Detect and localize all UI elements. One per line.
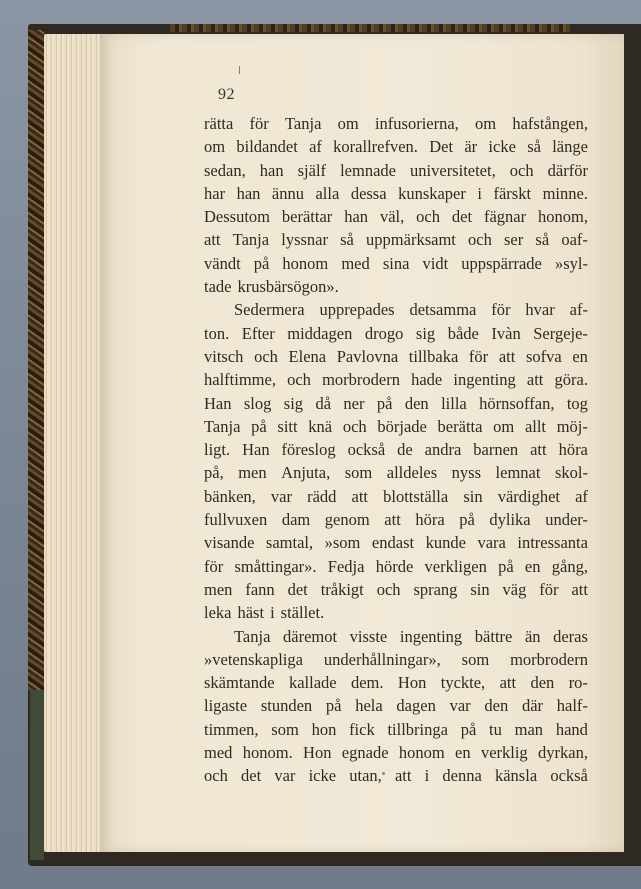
word: var — [274, 766, 296, 786]
text-line — [204, 182, 588, 205]
word: Anjuta, — [281, 463, 331, 483]
word: genom — [324, 510, 370, 530]
text-line — [204, 205, 588, 228]
word: göra. — [554, 370, 588, 390]
word: Fedja — [327, 556, 365, 576]
word: med — [341, 253, 370, 273]
text-line — [204, 345, 588, 368]
word: höra — [415, 510, 445, 530]
word: så — [527, 137, 541, 157]
word: Hon — [303, 743, 332, 763]
word: samtal, — [265, 533, 314, 553]
word: stället. — [280, 603, 325, 623]
word: för — [491, 300, 511, 320]
word: så — [340, 230, 354, 250]
word: sina — [382, 253, 410, 273]
word: gång, — [551, 556, 588, 576]
word: och — [342, 416, 367, 436]
word: bättre — [474, 626, 513, 646]
text-line — [204, 228, 588, 251]
word: Sergeje- — [533, 323, 588, 343]
word: morbrodern — [322, 370, 400, 390]
stray-mark — [239, 66, 240, 74]
word: korallrefven. — [333, 137, 418, 157]
word: en — [572, 346, 588, 366]
word: har — [204, 183, 226, 203]
word: half- — [556, 696, 588, 716]
word: honom — [398, 743, 445, 763]
word: bildandet — [236, 137, 298, 157]
word: den — [530, 673, 555, 693]
word: och — [287, 370, 311, 390]
word: länge — [552, 137, 588, 157]
word: tillbaka — [408, 346, 459, 366]
word: var — [270, 486, 292, 506]
word: under- — [545, 510, 588, 530]
word: hafstången, — [512, 114, 588, 133]
word: och — [204, 766, 228, 786]
word: sedan, — [204, 160, 246, 180]
word: för — [204, 556, 224, 576]
word: värdighet — [497, 486, 560, 506]
cover-marbled-top-edge — [170, 24, 570, 32]
text-line — [204, 764, 588, 787]
word: deras — [553, 626, 588, 646]
word: han — [236, 183, 261, 203]
word: ser — [504, 230, 524, 250]
word: tillbringa — [387, 719, 448, 739]
word: Tanja — [285, 114, 322, 133]
word: dylika — [489, 510, 531, 530]
word: vändt — [204, 253, 241, 273]
word: lemnade — [340, 160, 396, 180]
word: att — [351, 486, 369, 506]
word: det — [451, 207, 473, 227]
word: väg — [502, 579, 527, 599]
word: Han — [204, 393, 232, 413]
word: fick — [349, 719, 375, 739]
word: att — [394, 766, 412, 786]
text-line — [204, 741, 588, 764]
word: Tanja — [204, 416, 241, 436]
word: »som — [324, 533, 361, 553]
word: hand — [555, 719, 588, 739]
text-line — [204, 322, 588, 345]
word: men — [238, 463, 267, 483]
body-text — [204, 112, 588, 788]
word: icke — [308, 766, 337, 786]
word: dessa — [350, 183, 387, 203]
text-line — [204, 415, 588, 438]
word: hörnsoffan, — [479, 393, 555, 413]
word: dyrkan, — [538, 743, 588, 763]
word: de — [397, 440, 413, 460]
word: att — [498, 346, 516, 366]
word: intressanta — [517, 533, 588, 553]
word: ro- — [568, 673, 588, 693]
word: då — [315, 393, 332, 413]
word: på — [253, 253, 270, 273]
word: dagen — [396, 696, 436, 716]
text-line — [204, 438, 588, 461]
word: fann — [245, 579, 275, 599]
text-line — [204, 718, 588, 741]
word: oaf- — [561, 230, 588, 250]
word: ligaste — [204, 696, 248, 716]
word: vidt — [422, 253, 449, 273]
word: rätta — [204, 114, 234, 133]
word: som — [271, 719, 299, 739]
word: både — [447, 323, 479, 343]
word: skämtande — [204, 673, 275, 693]
word: blottställa — [383, 486, 449, 506]
word: och — [376, 579, 401, 599]
word: på — [459, 510, 475, 530]
word: sprang — [413, 579, 458, 599]
word: för — [468, 346, 489, 366]
text-line — [204, 485, 588, 508]
word: han — [344, 207, 369, 227]
word: föreslog — [281, 440, 336, 460]
text-line — [204, 298, 588, 321]
word: alldeles — [386, 463, 438, 483]
word: af — [575, 486, 588, 506]
word: stunden — [260, 696, 313, 716]
word: Efter — [241, 323, 275, 343]
word: och — [416, 207, 440, 227]
word: ligt. — [204, 440, 231, 460]
text-line — [204, 252, 588, 275]
word: infusorierna, — [374, 114, 459, 133]
word: själf — [297, 160, 327, 180]
word: tråkigt — [320, 579, 364, 599]
word: sin — [470, 579, 490, 599]
word: också — [550, 766, 588, 786]
text-line — [204, 531, 588, 554]
word: honom — [282, 253, 329, 273]
word: af — [309, 137, 322, 157]
word: höra — [558, 440, 588, 460]
word: fullvuxen — [204, 510, 268, 530]
word: rädd — [307, 486, 337, 506]
word: andra — [424, 440, 462, 460]
word: ton. — [204, 323, 230, 343]
word: bänken, — [204, 486, 256, 506]
text-line — [204, 555, 588, 578]
word: är — [464, 137, 478, 157]
word: i — [477, 183, 482, 203]
word: så — [535, 230, 550, 250]
word: hvar — [525, 300, 555, 320]
word: häst — [237, 603, 265, 623]
word: Dessutom — [204, 207, 270, 227]
word: visande — [204, 533, 255, 553]
word: känsla — [494, 766, 538, 786]
word: Tanja — [232, 230, 270, 250]
word: om — [337, 114, 359, 133]
word: uppmärksamt — [366, 230, 456, 250]
word: hade — [411, 370, 443, 390]
word: berättar — [281, 207, 333, 227]
word: »vetenskapliga — [204, 649, 303, 669]
word: och — [468, 230, 492, 250]
word: väl, — [379, 207, 405, 227]
word: sig — [283, 393, 304, 413]
word: småttingar». — [234, 556, 317, 576]
word: därför — [547, 160, 588, 180]
word: berätta — [437, 416, 483, 436]
word: lilla — [441, 393, 467, 413]
word: icke — [488, 137, 516, 157]
word: tyckte, — [440, 673, 486, 693]
word: alla — [315, 183, 340, 203]
word: att — [384, 510, 401, 530]
word: på — [251, 416, 267, 436]
word: hörde — [375, 556, 414, 576]
word: och — [509, 160, 534, 180]
word: dam — [281, 510, 311, 530]
word: på — [325, 696, 342, 716]
text-line — [204, 112, 588, 135]
word: hon — [311, 719, 337, 739]
word: och — [254, 346, 278, 366]
word: att — [204, 230, 221, 250]
word: minne. — [542, 183, 588, 203]
word: lyssnar — [281, 230, 328, 250]
word: möj- — [556, 416, 588, 436]
text-line — [204, 671, 588, 694]
word: ingenting — [453, 370, 516, 390]
cover-marbled-spine — [28, 30, 44, 690]
word: det — [241, 766, 262, 786]
text-line — [204, 648, 588, 671]
word: Elena — [288, 346, 327, 366]
word: tog — [566, 393, 588, 413]
text-line — [204, 601, 588, 624]
word: man — [514, 719, 544, 739]
word: kunde — [425, 533, 466, 553]
word: detsamma — [409, 300, 477, 320]
word: Han — [242, 440, 270, 460]
word: »syl- — [554, 253, 588, 273]
text-line — [204, 392, 588, 415]
word: upprepades — [319, 300, 395, 320]
word: men — [204, 579, 233, 599]
word: däremot — [283, 626, 338, 646]
word: Sedermera — [234, 300, 305, 320]
word: kunskaper — [398, 183, 466, 203]
word: färskt — [493, 183, 532, 203]
word: ännu — [271, 183, 304, 203]
word: verklig — [480, 743, 528, 763]
text-line — [204, 461, 588, 484]
word: honom, — [538, 207, 588, 227]
word: vitsch — [204, 346, 244, 366]
word: denna — [442, 766, 482, 786]
word: visste — [349, 626, 388, 646]
word: att — [526, 370, 544, 390]
word: om — [475, 114, 497, 133]
cover-cloth-band — [30, 690, 44, 860]
word: timmen, — [204, 719, 259, 739]
word: det — [287, 579, 308, 599]
word: var — [449, 696, 471, 716]
word: egnade — [341, 743, 389, 763]
word: skol- — [554, 463, 588, 483]
word: knä — [308, 416, 333, 436]
text-line — [204, 368, 588, 391]
text-line — [204, 159, 588, 182]
word: också — [347, 440, 386, 460]
ink-spot — [382, 772, 385, 775]
word: nyss — [451, 463, 482, 483]
word: tade — [204, 277, 232, 297]
word: ner — [343, 393, 365, 413]
word: middagen — [287, 323, 353, 343]
word: att — [499, 673, 517, 693]
word: Ivàn — [491, 323, 521, 343]
word: tu — [489, 719, 502, 739]
word: verkligen — [424, 556, 487, 576]
word: än — [524, 626, 541, 646]
word: att — [571, 579, 588, 599]
text-line — [204, 694, 588, 717]
word: Det — [429, 137, 454, 157]
text-line — [204, 275, 588, 298]
word: sig — [415, 323, 436, 343]
word: på — [460, 719, 477, 739]
word: hela — [355, 696, 383, 716]
word: morbrodern — [510, 649, 588, 669]
word: på, — [204, 463, 224, 483]
word: universitetet, — [410, 160, 496, 180]
word: där — [521, 696, 544, 716]
word: som — [461, 649, 490, 669]
text-line — [204, 625, 588, 648]
word: sofva — [525, 346, 562, 366]
word: han — [259, 160, 284, 180]
word: utan, — [349, 766, 382, 786]
word: i — [424, 766, 430, 786]
word: endast — [371, 533, 415, 553]
word: slog — [243, 393, 272, 413]
word: den — [404, 393, 429, 413]
word: för — [539, 579, 559, 599]
word: fägnar — [483, 207, 527, 227]
word: Pavlovna — [336, 346, 399, 366]
page-number: 92 — [218, 86, 235, 103]
word: underhållningar», — [323, 649, 441, 669]
word: att — [530, 440, 547, 460]
word: började — [377, 416, 427, 436]
word: en — [524, 556, 541, 576]
word: leka — [204, 603, 232, 623]
word: om — [493, 416, 515, 436]
word: ingenting — [399, 626, 463, 646]
word: Tanja — [234, 626, 271, 646]
word: krusbärsögon». — [237, 277, 339, 297]
word: sitt — [277, 416, 298, 436]
word: kallade — [288, 673, 337, 693]
word: uppspärrade — [461, 253, 542, 273]
word: barnen — [473, 440, 519, 460]
word: som — [344, 463, 373, 483]
word: lemnat — [495, 463, 541, 483]
word: med — [204, 743, 233, 763]
text-line — [204, 508, 588, 531]
word: om — [204, 137, 226, 157]
word: för — [249, 114, 269, 133]
word: drogo — [364, 323, 404, 343]
word: honom. — [242, 743, 293, 763]
word: dem. — [350, 673, 384, 693]
text-line — [204, 135, 588, 158]
word: vara — [477, 533, 506, 553]
word: på — [376, 393, 393, 413]
word: af- — [569, 300, 588, 320]
word: den — [484, 696, 509, 716]
word: på — [498, 556, 514, 576]
text-line — [204, 578, 588, 601]
word: i — [270, 603, 275, 623]
word: allt — [524, 416, 547, 436]
word: en — [455, 743, 471, 763]
word: Hon — [397, 673, 427, 693]
word: halftimme, — [204, 370, 276, 390]
word: sin — [463, 486, 483, 506]
